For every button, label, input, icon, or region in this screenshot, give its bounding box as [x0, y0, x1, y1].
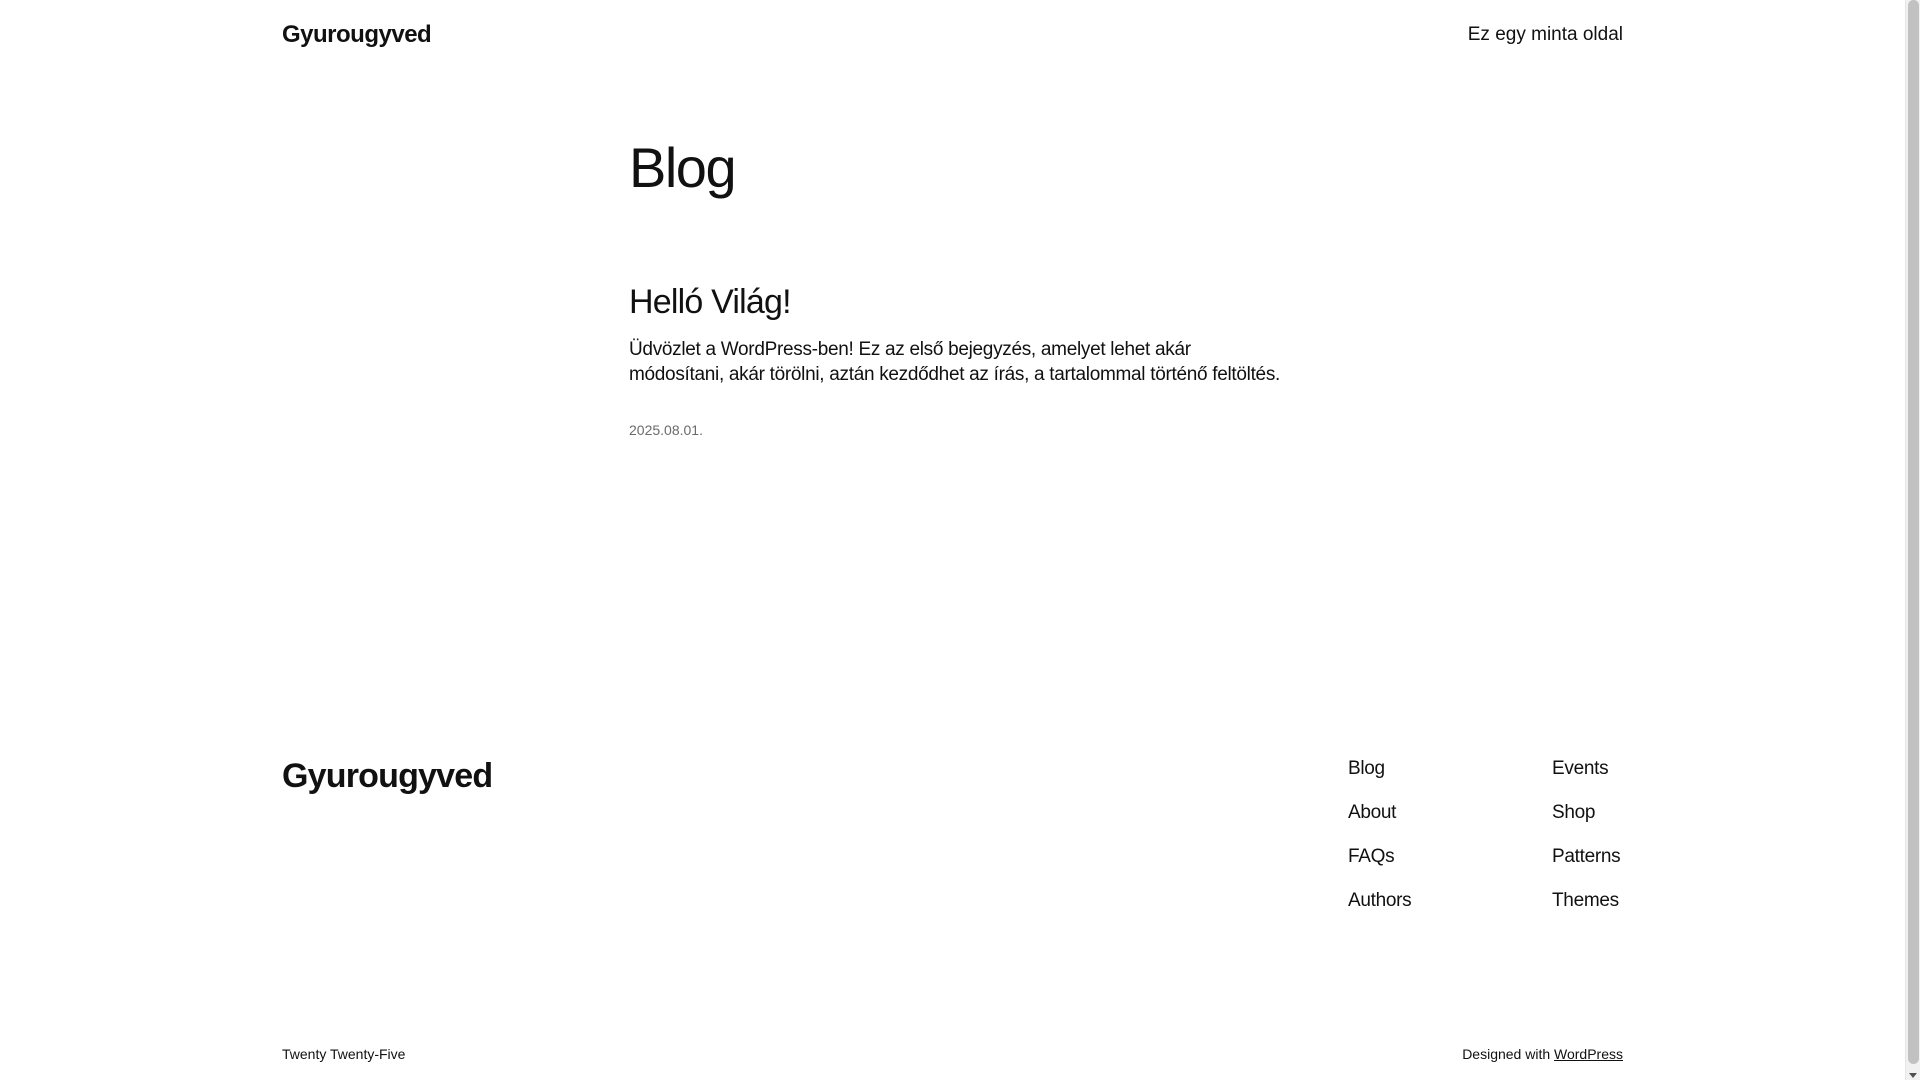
theme-credit: Twenty Twenty-Five	[282, 1046, 406, 1062]
footer-nav-column-1	[1348, 756, 1411, 932]
post-excerpt: Üdvözlet a WordPress-ben! Ez az első bejegyzés, amelyet lehet akár módosítani, akár törölni, aztán kezdődhet az írás, a tartalommal történő feltöltés.	[629, 339, 1281, 385]
footer-link-themes[interactable]: Themes	[1552, 890, 1619, 911]
footer-link-events[interactable]: Events	[1552, 758, 1609, 779]
footer-site-title-link[interactable]: Gyurougyved	[282, 757, 493, 795]
designed-with-text: Designed with	[1462, 1046, 1555, 1062]
site-title-link[interactable]: Gyurougyved	[282, 21, 432, 48]
footer-link-authors[interactable]: Authors	[1348, 890, 1412, 911]
post-date[interactable]: 2025.08.01.	[629, 422, 703, 438]
scroll-down-arrow-icon[interactable]	[1909, 1073, 1917, 1078]
footer-link-blog[interactable]: Blog	[1348, 758, 1385, 779]
page-title: Blog	[629, 136, 736, 199]
wordpress-link[interactable]: WordPress	[1554, 1046, 1623, 1062]
vertical-scrollbar[interactable]	[1905, 0, 1920, 1080]
footer-link-patterns[interactable]: Patterns	[1552, 846, 1621, 867]
header-nav-sample-page[interactable]: Ez egy minta oldal	[1467, 24, 1623, 45]
post-title-link[interactable]: Helló Világ!	[629, 283, 791, 321]
footer-link-faqs[interactable]: FAQs	[1348, 846, 1395, 867]
footer-link-about[interactable]: About	[1348, 802, 1397, 823]
designed-with-credit	[1462, 1044, 1623, 1064]
footer-link-shop[interactable]: Shop	[1552, 802, 1596, 823]
footer-nav-column-2	[1552, 756, 1620, 932]
scrollbar-thumb[interactable]	[1908, 0, 1919, 1064]
